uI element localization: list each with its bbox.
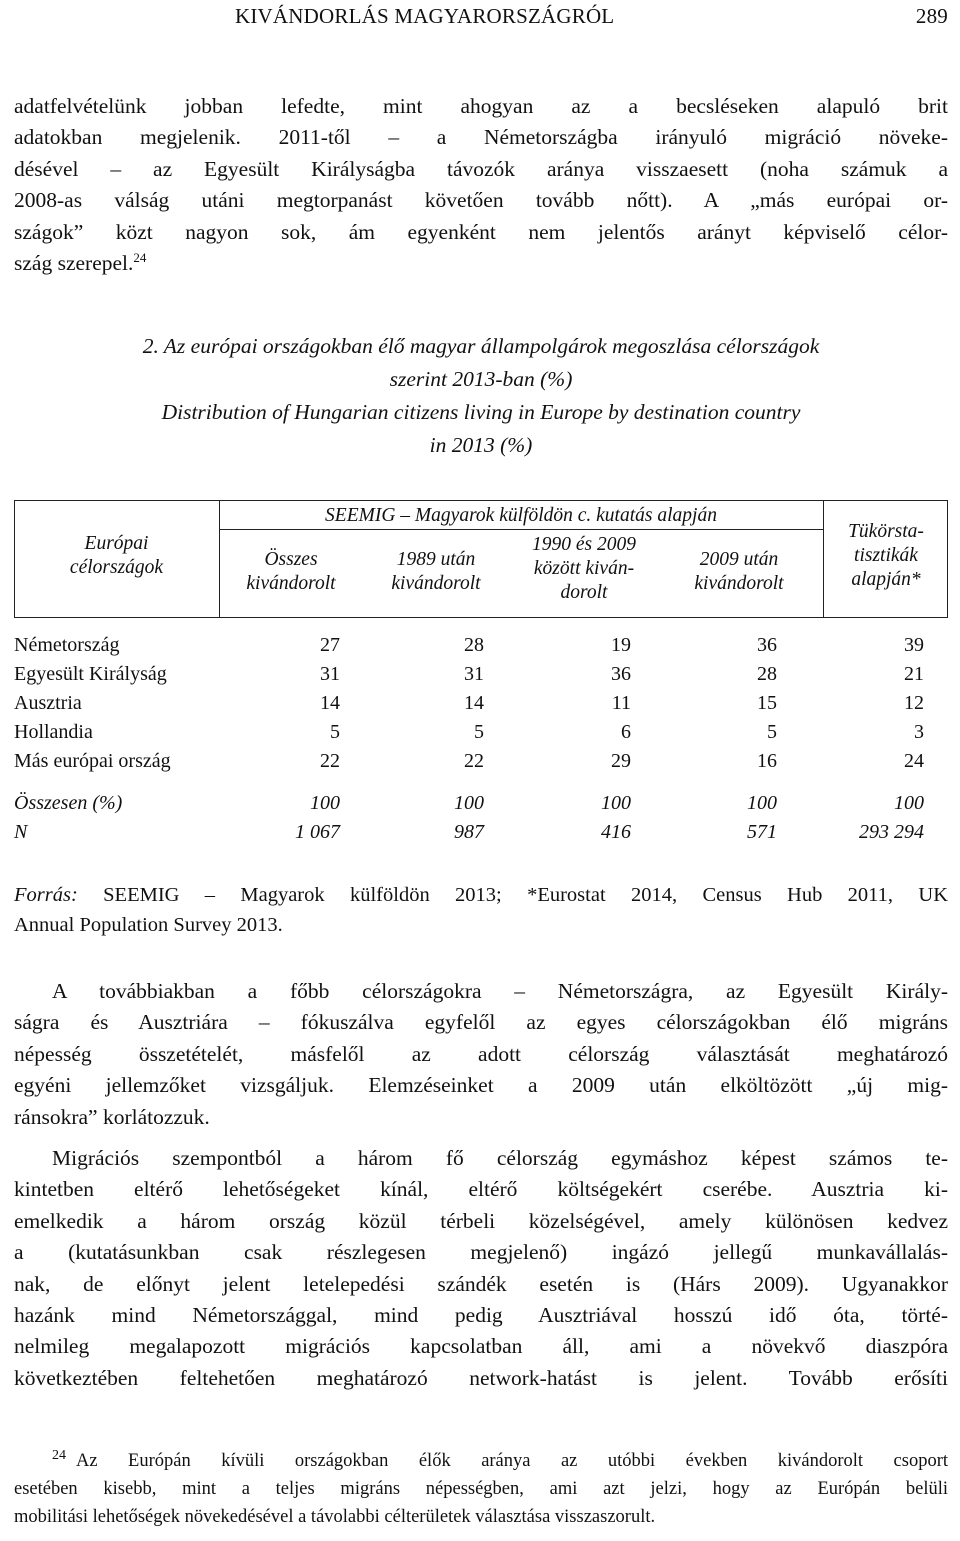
table-divider [823, 500, 824, 618]
header-1990-2009 [514, 533, 654, 605]
cell-value: 571 [747, 821, 777, 843]
table-top-border [14, 500, 948, 501]
cell-value: 100 [310, 792, 340, 814]
table-total-row [14, 821, 948, 849]
footnote-number: 24 [52, 1447, 66, 1463]
cell-value: 100 [747, 792, 777, 814]
cell-value: 3 [914, 721, 924, 743]
row-label: Más európai ország [14, 750, 171, 772]
row-label: Összesen (%) [14, 792, 123, 814]
table-title [14, 330, 948, 462]
paragraph-line: nak, de előnyt jelent letelepedési szándék esetén is (Hárs 2009). Ugyanakkor [14, 1271, 948, 1296]
cell-value: 416 [601, 821, 631, 843]
table-row [14, 663, 948, 691]
cell-value: 5 [330, 721, 340, 743]
cell-value: 12 [904, 692, 924, 714]
paragraph-line: nelmileg megalapozott migrációs kapcsolatban áll, ami a növekvő diaszpóra [14, 1334, 948, 1359]
cell-value: 100 [894, 792, 924, 814]
paragraph-line: ránsokra” korlátozzuk. [14, 1104, 210, 1129]
table-title-line-english: Distribution of Hungarian citizens living in Europe by destination country [161, 400, 801, 424]
table-title-line-english: in 2013 (%) [429, 433, 533, 457]
header-text: között kiván- [533, 558, 635, 579]
row-label: Egyesült Királyság [14, 663, 167, 685]
intro-paragraph [14, 91, 948, 279]
cell-value: 19 [611, 634, 631, 656]
cell-value: 36 [611, 663, 631, 685]
cell-value: 293 294 [859, 821, 924, 843]
header-text: kivándorolt [391, 573, 481, 594]
table-row [14, 721, 948, 749]
cell-value: 14 [464, 692, 484, 714]
table-title-line: 2. Az európai országokban élő magyar állampolgárok megoszlása célországok [142, 334, 820, 358]
body-paragraph [14, 976, 948, 1133]
header-group-seemig: SEEMIG – Magyarok külföldön c. kutatás alapján [325, 505, 717, 526]
cell-value: 36 [757, 634, 777, 656]
header-text: 1989 után [396, 549, 476, 570]
cell-value: 28 [757, 663, 777, 685]
footnote-text: Az Európán kívüli országokban élők aránya az utóbbi években kivándorolt csoport [76, 1451, 948, 1471]
cell-value: 16 [757, 750, 777, 772]
paragraph-line: szágok” közt nagyon sok, ám egyenként nem jelentős arányt képviselő célor- [14, 219, 948, 244]
paragraph-line: désével – az Egyesült Királyságba távozók aránya visszaesett (noha számuk a [14, 156, 948, 181]
row-label: Hollandia [14, 721, 93, 743]
footnote-reference: 24 [133, 249, 147, 265]
table-row [14, 634, 948, 662]
cell-value: 22 [320, 750, 340, 772]
cell-value: 987 [454, 821, 484, 843]
header-text: alapján* [851, 569, 921, 590]
cell-value: 5 [767, 721, 777, 743]
paragraph-line: népesség összetételét, másfelől az adott célország választását meghatározó [14, 1041, 948, 1066]
cell-value: 28 [464, 634, 484, 656]
table-right-border [947, 500, 948, 618]
source-line: Annual Population Survey 2013. [14, 914, 283, 936]
cell-value: 14 [320, 692, 340, 714]
group-header-underline [219, 529, 823, 530]
cell-value: 1 067 [295, 821, 340, 843]
table-source [14, 880, 948, 940]
cell-value: 15 [757, 692, 777, 714]
cell-value: 27 [320, 634, 340, 656]
paragraph-line: a (kutatásunkban csak részlegesen megjelenő) ingázó jellegű munkavállalás- [14, 1240, 948, 1265]
table-row [14, 750, 948, 778]
header-text: Tükörsta- [848, 521, 924, 542]
header-text: célországok [69, 557, 164, 578]
header-country [14, 532, 219, 580]
cell-value: 31 [320, 663, 340, 685]
paragraph-line: emelkedik a három ország közül térbeli közelségével, amely különösen kedvez [14, 1208, 948, 1233]
cell-value: 24 [904, 750, 924, 772]
paragraph-line: 2008-as válság utáni megtorpanást követően tovább nőtt). A „más európai or- [14, 188, 948, 213]
header-text: kivándorolt [694, 573, 784, 594]
paragraph-line: kintetben eltérő lehetőségeket kínál, eltérő költségekért cserébe. Ausztria ki- [14, 1177, 948, 1202]
paragraph-line: ságra és Ausztriára – fókuszálva egyfelől az egyes célországokban élő migráns [14, 1010, 948, 1035]
body-paragraph [14, 1143, 948, 1394]
source-label: Forrás: [14, 884, 78, 906]
header-text: 1990 és 2009 [532, 534, 636, 555]
cell-value: 31 [464, 663, 484, 685]
running-title: KIVÁNDORLÁS MAGYARORSZÁGRÓL [235, 4, 615, 28]
table-total-row [14, 792, 948, 820]
paragraph-line: A továbbiakban a főbb célországokra – Németországra, az Egyesült Király- [52, 979, 948, 1003]
source-text: SEEMIG – Magyarok külföldön 2013; *Eurostat 2014, Census Hub 2011, UK [103, 884, 948, 906]
table-row [14, 692, 948, 720]
page-number: 289 [915, 4, 948, 28]
footnote [14, 1447, 948, 1531]
header-text: Összes [264, 549, 318, 570]
header-text: tisztikák [854, 545, 918, 566]
paragraph-line: Migrációs szempontból a három fő célország egymáshoz képest számos te- [52, 1146, 948, 1170]
row-label: Németország [14, 634, 120, 656]
paragraph-line: adatokban megjelenik. 2011-től – a Németországba irányuló migráció növeke- [14, 125, 948, 150]
table-title-line: szerint 2013-ban (%) [389, 367, 573, 391]
cell-value: 11 [611, 692, 631, 714]
header-after-1989 [371, 548, 501, 596]
cell-value: 21 [904, 663, 924, 685]
header-text: kivándorolt [246, 573, 336, 594]
header-text: dorolt [560, 582, 608, 603]
paragraph-line: hazánk mind Németországgal, mind pedig Ausztriával hosszú idő óta, törté- [14, 1303, 948, 1328]
footnote-line [14, 1447, 948, 1475]
running-head [14, 4, 948, 36]
header-total-emigrated [226, 548, 356, 596]
paragraph-line: adatfelvételünk jobban lefedte, mint ahogyan az a becsléseken alapuló brit [14, 94, 948, 118]
footnote-line: mobilitási lehetőségek növekedésével a távolabbi célterületek választása visszaszorult. [14, 1507, 656, 1527]
row-label: Ausztria [14, 692, 82, 714]
cell-value: 100 [454, 792, 484, 814]
footnote-line: esetében kisebb, mint a teljes migráns népességben, ami azt jelzi, hogy az Európán belüli [14, 1479, 948, 1499]
cell-value: 5 [474, 721, 484, 743]
table-header-bottom-border [14, 617, 948, 618]
row-label: N [14, 821, 28, 843]
paragraph-line-text: szág szerepel. [14, 251, 134, 276]
cell-value: 6 [621, 721, 631, 743]
header-after-2009 [674, 548, 804, 596]
cell-value: 22 [464, 750, 484, 772]
header-mirror-statistics [826, 520, 946, 592]
cell-value: 29 [611, 750, 631, 772]
header-text: Európai [84, 533, 149, 554]
paragraph-line-last [14, 248, 948, 279]
data-table [14, 500, 948, 850]
cell-value: 100 [601, 792, 631, 814]
header-text: 2009 után [699, 549, 779, 570]
cell-value: 39 [904, 634, 924, 656]
paragraph-line: következtében feltehetően meghatározó network-hatást is jelent. Tovább erősíti [14, 1365, 948, 1390]
source-line [14, 880, 948, 910]
paragraph-line: egyéni jellemzőket vizsgáljuk. Elemzéseinket a 2009 után elköltözött „új mig- [14, 1073, 948, 1098]
